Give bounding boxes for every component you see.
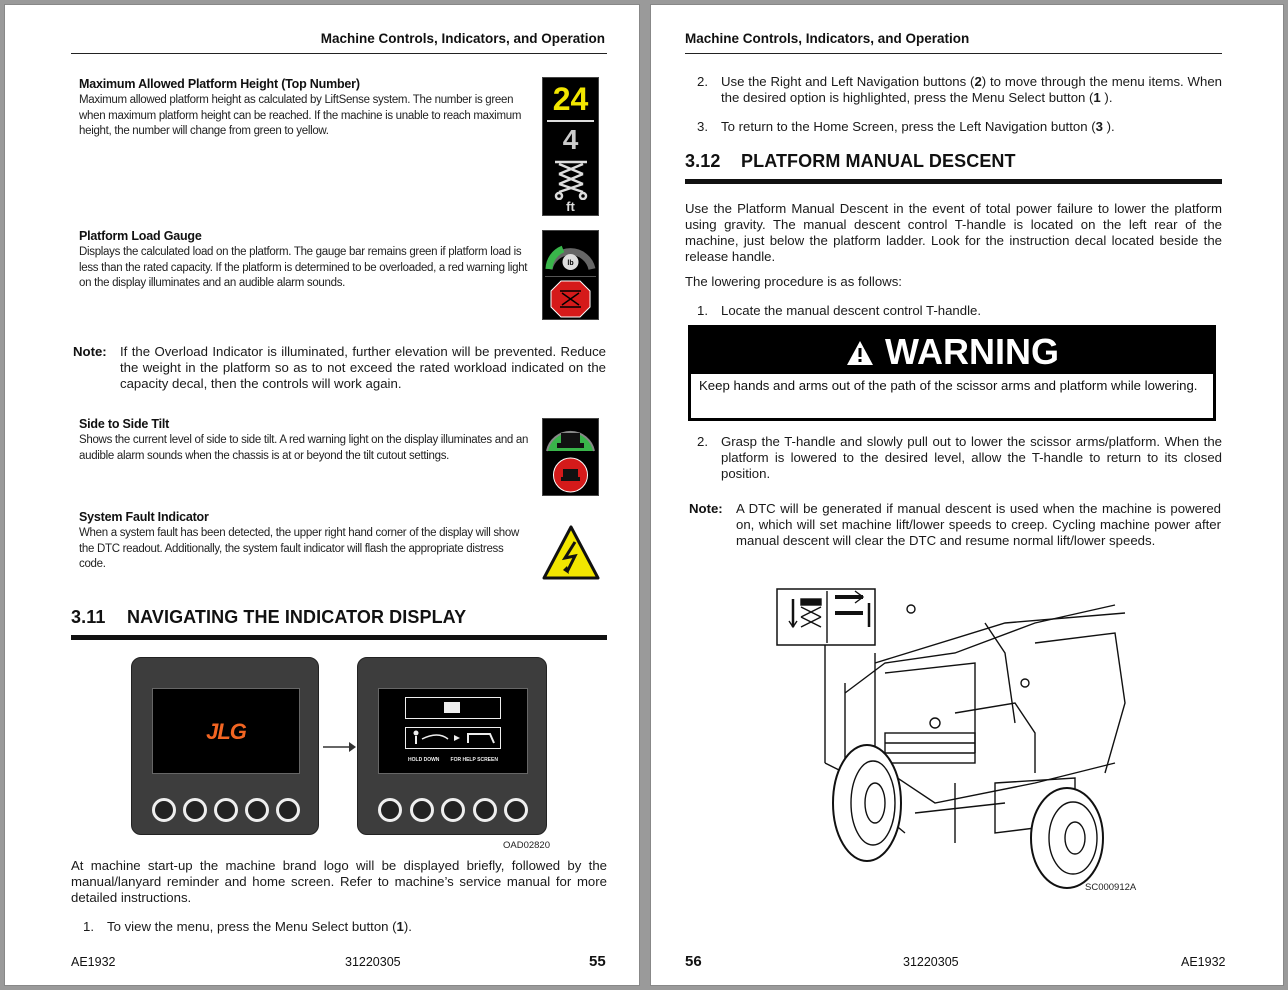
warning-text: Keep hands and arms out of the path of the scissor arms and platform while lowering. [699,378,1198,393]
page-header: Machine Controls, Indicators, and Operation [320,31,605,46]
machine-illustration [775,583,1141,901]
display-reminder [357,657,547,835]
display-button[interactable] [378,798,402,822]
indicator-title-tilt: Side to Side Tilt [79,417,170,431]
display-button[interactable] [214,798,238,822]
system-fault-icon [541,524,601,582]
figure-label: SC000912A [1085,882,1137,893]
note-label: Note: [689,501,723,516]
indicator-text-max-height: Maximum allowed platform height as calculated by LiftSense system. The number is green when maximum platform height can be reached. If the machine is unable to reach maximum height, the number will change from green to yellow. [79,94,522,137]
note-text: If the Overload Indicator is illuminated, further elevation will be prevented. Reduce the weight in the platform so as to not exceed the rated workload indicated on the capacity decal, then the controls will work again. [120,344,606,391]
display-button[interactable] [504,798,528,822]
indicator-title-load-gauge: Platform Load Gauge [79,229,202,243]
arrow-right-icon [321,741,357,753]
warning-box [688,325,1216,421]
list-item: 1. To view the menu, press the Menu Select button (1). [83,919,412,934]
hold-down-label: HOLD DOWN [408,757,440,763]
list-item: 2. Grasp the T-handle and slowly pull out to lower the scissor arms/platform. When the platform is lowered to the desired level, allow the T-handle to return to its closed position. [697,434,1222,481]
jlg-logo: JLG [206,719,246,744]
lanyard-icon [405,727,501,749]
warning-title: WARNING [885,331,1059,372]
footer-model: AE1932 [71,955,116,969]
section-title-3-11: 3.11 NAVIGATING THE INDICATOR DISPLAY [71,607,467,627]
warning-triangle-icon [845,339,875,367]
display-button[interactable] [245,798,269,822]
display-startup [131,657,319,835]
display-button[interactable] [183,798,207,822]
header-rule [71,53,607,54]
list-item: 3. To return to the Home Screen, press the Left Navigation button (3 ). [697,119,1115,134]
note-label: Note: [73,344,107,359]
right-page [650,4,1284,986]
header-rule [685,53,1222,54]
descent-paragraph: Use the Platform Manual Descent in the event of total power failure to lower the platform using gravity. The manual descent control T-handle is located on the left rear of the machine, just below the platform ladder. Look for the instruction decal located beside the release handle. [685,201,1222,264]
footer-model: AE1932 [1181,955,1226,969]
display-button[interactable] [152,798,176,822]
display-button[interactable] [473,798,497,822]
load-gauge-icon [542,230,599,320]
footer-doc-number: 31220305 [345,955,401,969]
footer-doc-number: 31220305 [903,955,959,969]
note-text: A DTC will be generated if manual descent is used when the machine is powered on, which will set machine lift/lower speeds to creep. Cycling machine power after manual descent will clear the DTC and resume normal lift/lower speeds. [736,501,1221,548]
section-rule [685,179,1222,184]
display-button[interactable] [410,798,434,822]
figure-label: OAD02820 [503,840,551,851]
display-button[interactable] [276,798,300,822]
page-header: Machine Controls, Indicators, and Operation [685,31,970,46]
indicator-text-fault: When a system fault has been detected, the upper right hand corner of the display will show the DTC readout. Additionally, the system fault indicator will flash the appropriate distress code. [79,527,519,570]
platform-height-icon [542,77,599,216]
scissor-lift-icon [551,158,591,200]
indicator-title-fault: System Fault Indicator [79,510,209,524]
indicator-title-max-height: Maximum Allowed Platform Height (Top Number) [79,77,360,91]
indicator-text-tilt: Shows the current level of side to side tilt. A red warning light on the display illuminates and an audible alarm sounds when the chassis is at or beyond the tilt cutout settings. [79,434,529,462]
gauge-unit-label: lb [567,260,574,267]
max-height-value: 24 [552,81,589,117]
display-figure [129,657,561,851]
tilt-icon [542,418,599,496]
section-title-3-12: 3.12 PLATFORM MANUAL DESCENT [685,151,1016,171]
help-screen-label: FOR HELP SCREEN [450,757,498,763]
left-page [4,4,640,986]
page-number: 55 [589,953,606,970]
height-unit: ft [566,199,575,214]
list-item: 2. Use the Right and Left Navigation buttons (2) to move through the menu items. When the desired option is highlighted, press the Menu Select button (1 ). [697,74,1222,105]
warning-header [691,328,1213,374]
list-item: 1. Locate the manual descent control T-handle. [697,303,982,318]
current-height-value: 4 [562,124,579,155]
manual-icon [405,697,501,719]
intro-paragraph: At machine start-up the machine brand logo will be displayed briefly, followed by the manual/lanyard reminder and home screen. Refer to machine’s service manual for more detailed instructions. [71,858,607,905]
indicator-text-load-gauge: Displays the calculated load on the platform. The gauge bar remains green if platform load is less than the rated capacity. If the platform is determined to be overloaded, a red warning light on the display illuminates and an audible alarm sounds. [79,246,528,289]
page-number: 56 [685,953,702,970]
procedure-intro: The lowering procedure is as follows: [685,274,902,289]
section-rule [71,635,607,640]
display-button[interactable] [441,798,465,822]
